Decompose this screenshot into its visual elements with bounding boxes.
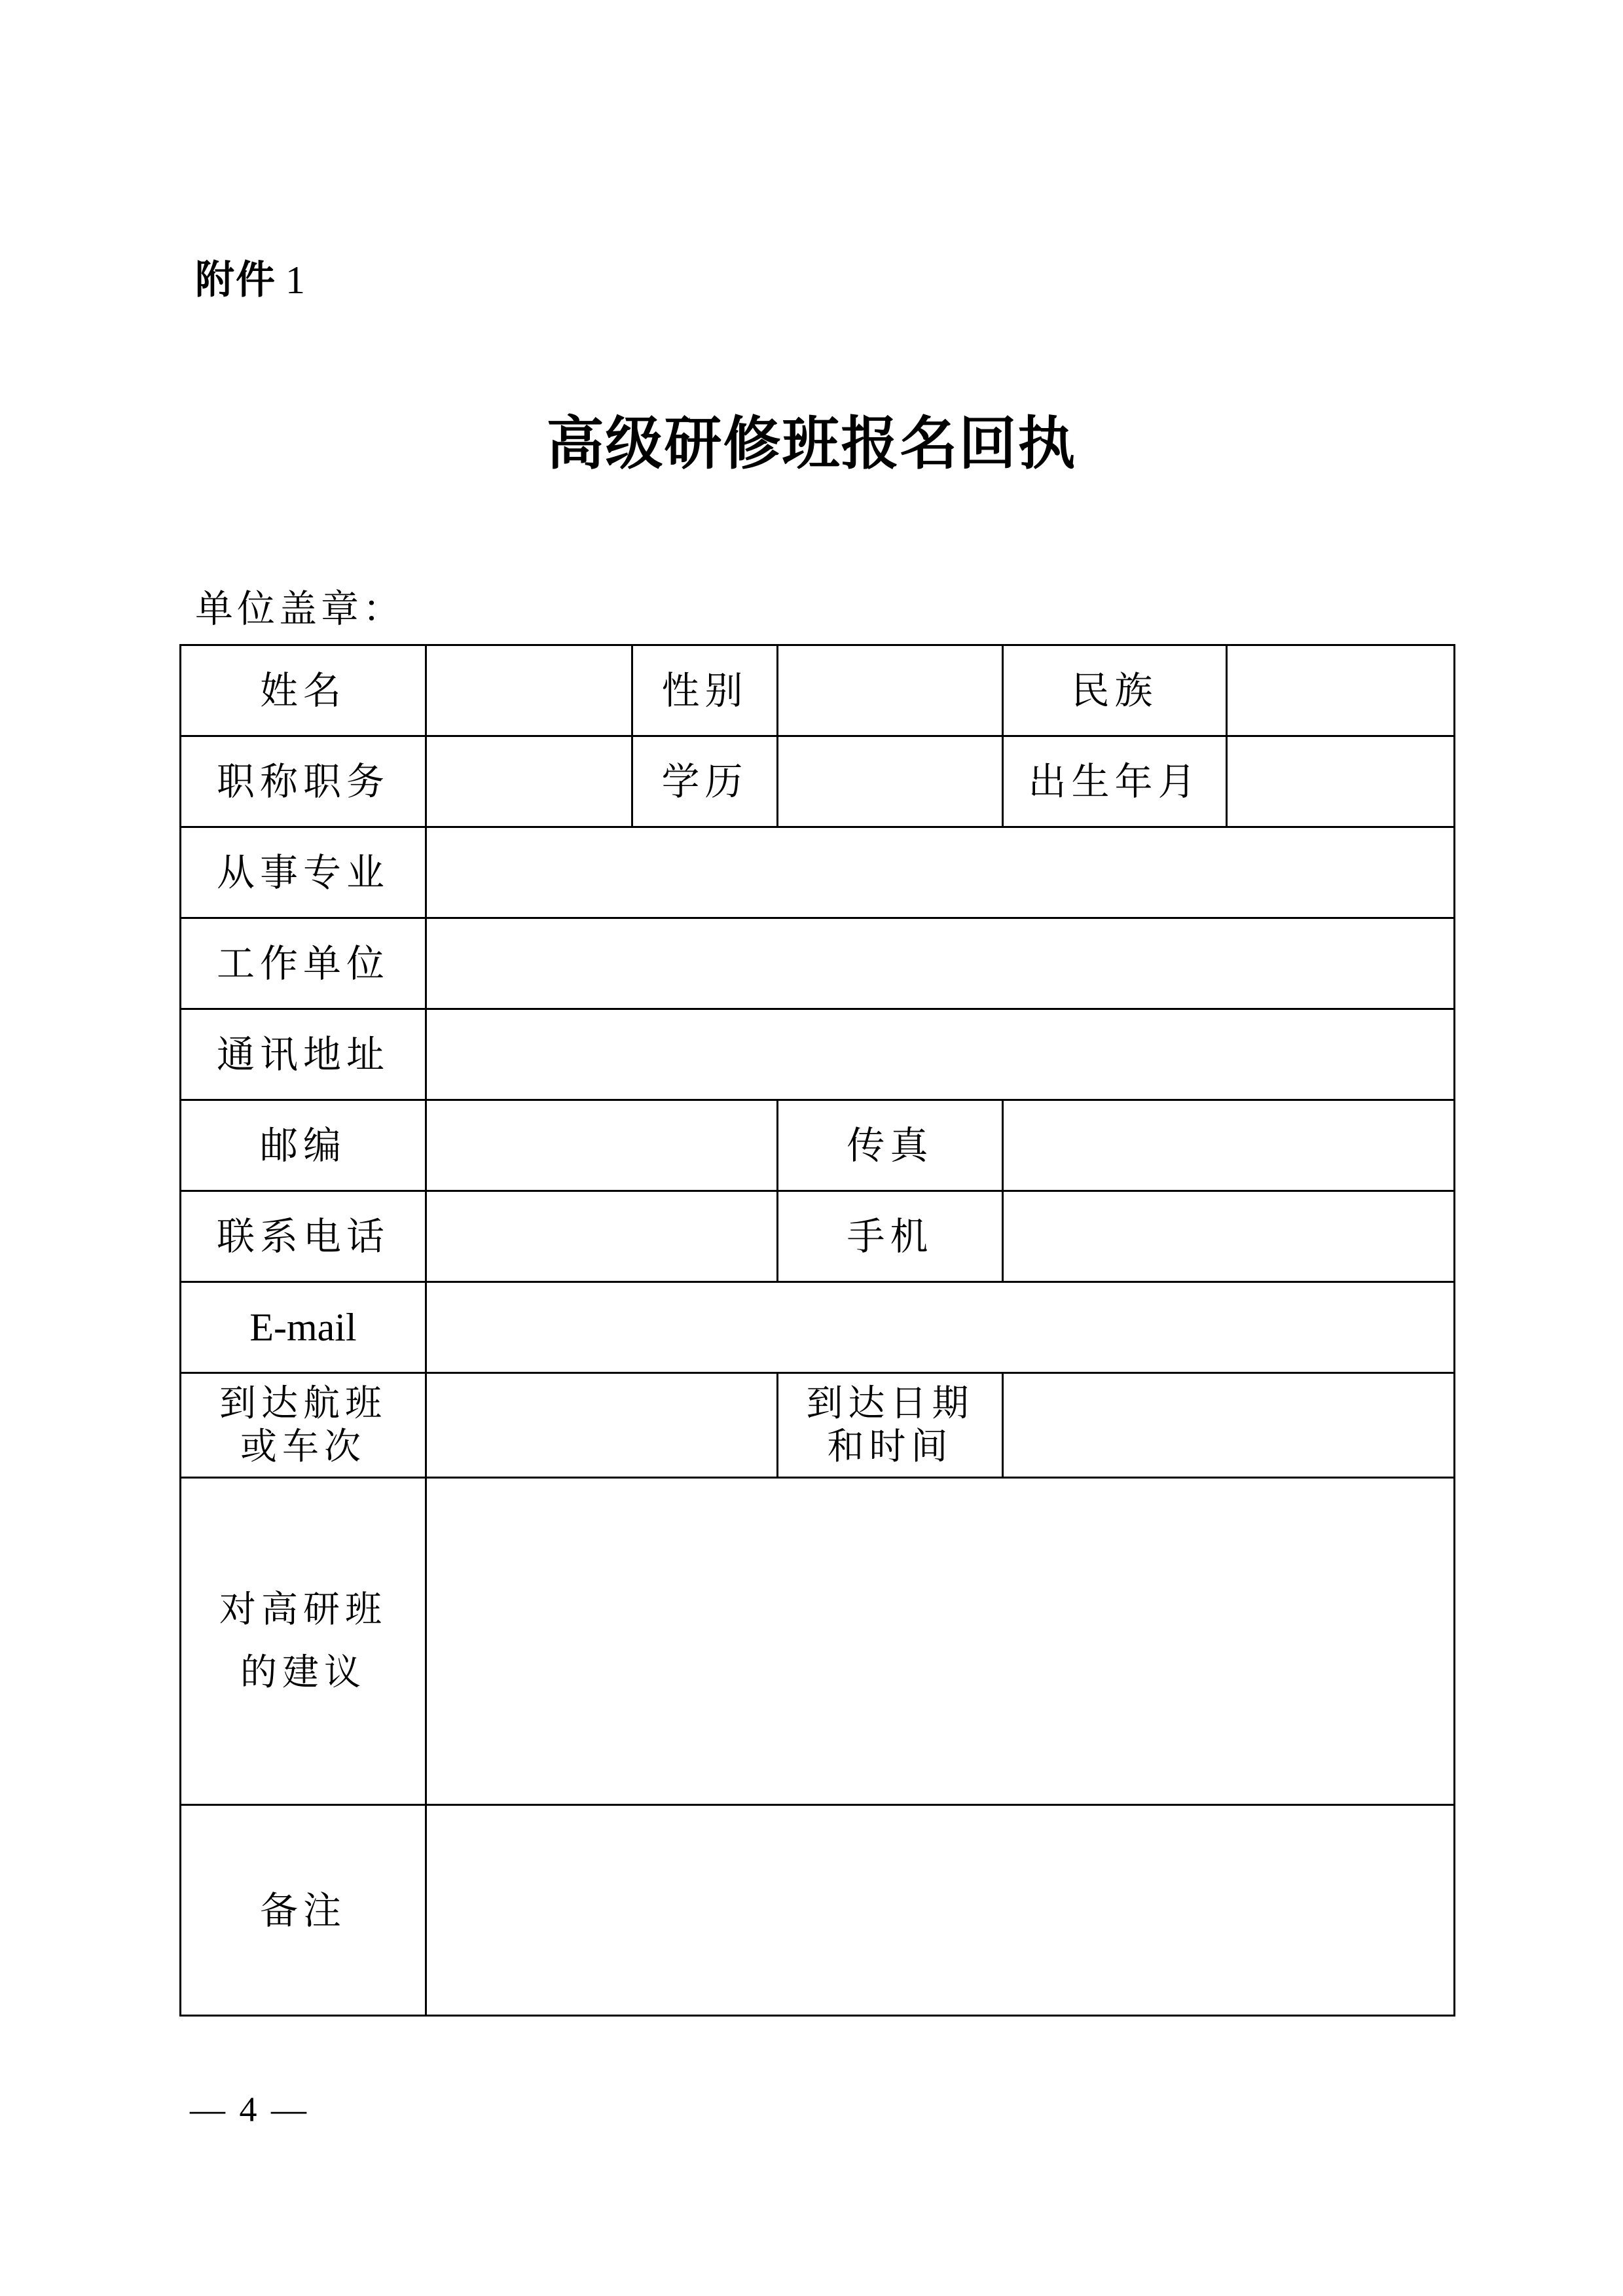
mobile-label: 手机 [778,1191,1003,1282]
education-label: 学历 [632,736,778,827]
birth-date-field[interactable] [1227,736,1455,827]
arrival-flight-label [181,1373,426,1478]
gender-field[interactable] [778,645,1003,736]
document-title: 高级研修班报名回执 [546,409,1077,477]
suggestions-label [181,1478,426,1805]
postcode-label: 邮编 [181,1100,426,1191]
birth-date-label: 出生年月 [1003,736,1227,827]
phone-field[interactable] [426,1191,778,1282]
arrival-flight-label-line1: 到达航班 [219,1382,387,1425]
arrival-flight-field[interactable] [426,1373,778,1478]
specialty-field[interactable] [426,827,1455,918]
job-title-field[interactable] [426,736,632,827]
arrival-time-field[interactable] [1003,1373,1455,1478]
attachment-label [195,254,306,306]
address-label: 通讯地址 [181,1009,426,1100]
form-row-name [181,645,1455,736]
employer-field[interactable] [426,918,1455,1009]
mobile-field[interactable] [1003,1191,1455,1282]
phone-label: 联系电话 [181,1191,426,1282]
name-label: 姓名 [181,645,426,736]
form-row-remarks [181,1805,1455,2016]
arrival-time-label-line1: 到达日期 [806,1382,974,1425]
specialty-label: 从事专业 [181,827,426,918]
remarks-label: 备注 [181,1805,426,2016]
attachment-number: 1 [285,259,306,302]
ethnicity-label: 民族 [1003,645,1227,736]
address-field[interactable] [426,1009,1455,1100]
fax-field[interactable] [1003,1100,1455,1191]
unit-stamp-label: 单位盖章： [195,586,405,631]
form-row-phone [181,1191,1455,1282]
suggestions-field[interactable] [426,1478,1455,1805]
education-field[interactable] [778,736,1003,827]
form-row-suggestions [181,1478,1455,1805]
form-row-specialty [181,827,1455,918]
email-field[interactable] [426,1282,1455,1373]
postcode-field[interactable] [426,1100,778,1191]
employer-label: 工作单位 [181,918,426,1009]
form-row-arrival [181,1373,1455,1478]
email-label: E-mail [181,1282,426,1373]
form-row-postcode [181,1100,1455,1191]
remarks-field[interactable] [426,1805,1455,2016]
name-field[interactable] [426,645,632,736]
suggestions-label-line2: 的建议 [240,1651,366,1694]
form-row-email [181,1282,1455,1373]
attachment-text: 附件 [195,257,276,303]
registration-form-table [179,644,1455,2017]
form-row-address [181,1009,1455,1100]
form-row-employer [181,918,1455,1009]
form-row-title [181,736,1455,827]
fax-label: 传真 [778,1100,1003,1191]
arrival-time-label [778,1373,1003,1478]
suggestions-label-line1: 对高研班 [219,1588,387,1631]
ethnicity-field[interactable] [1227,645,1455,736]
job-title-label: 职称职务 [181,736,426,827]
gender-label: 性别 [632,645,778,736]
page-number: — 4 — [190,2090,309,2129]
arrival-flight-label-line2: 或车次 [240,1425,366,1468]
arrival-time-label-line2: 和时间 [827,1425,953,1468]
